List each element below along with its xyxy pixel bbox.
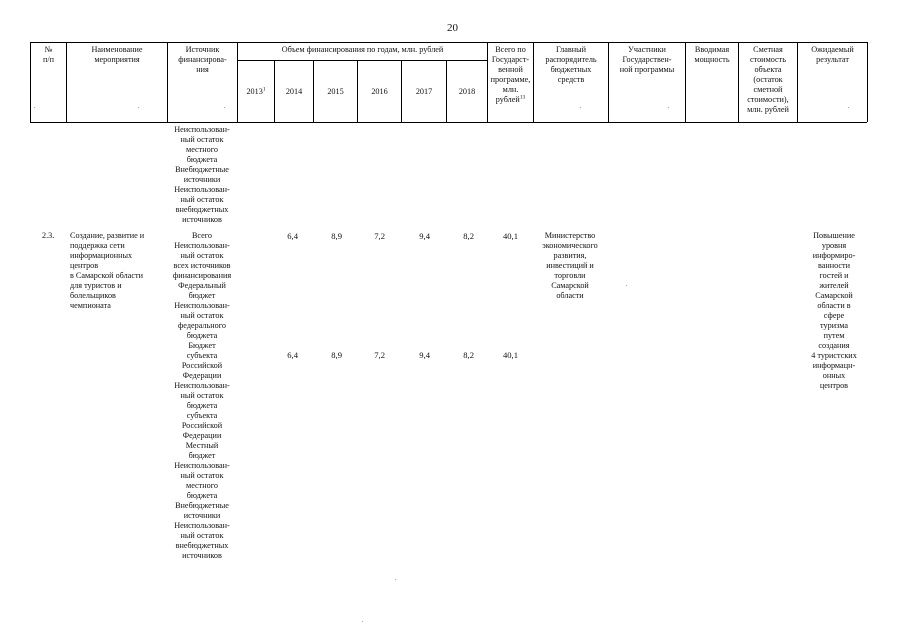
header-year-2016: 2016 (371, 87, 388, 96)
header-col-name: Наименование мероприятия (91, 45, 143, 64)
value-subject-2016: 7,2 (374, 350, 385, 360)
header-col-funding: Объем финансирования по годам, млн. рублей (281, 45, 444, 54)
header-col-total (488, 45, 533, 105)
value-subject-program: 40,1 (502, 350, 518, 360)
header-year-2014: 2014 (285, 87, 303, 96)
value-subject-2014: 6,4 (287, 350, 298, 360)
value-total-2014: 6,4 (287, 231, 298, 241)
scan-dot: . (626, 282, 628, 288)
header-col-distributor: Главный распорядитель бюджетных средств (545, 45, 597, 84)
footnote-mark: 13 (519, 94, 526, 101)
header-year-2015: 2015 (327, 87, 344, 96)
header-col-number: № п/п (42, 45, 55, 64)
scan-dot: . (580, 104, 582, 110)
row-distributor: Министерство экономического развития, инвестиций и торговли Самарской области (542, 231, 598, 300)
scan-dot: . (362, 618, 364, 624)
footnote-mark: 1 (262, 86, 266, 93)
row-sources: Всего Неиспользован- ный остаток всех источников финансирования Федеральный бюджет Неиспользован- ный остаток федерального бюджета Бюджет субъекта Российской Федерации Неиспользован- ный остаток бюджета субъекта Российской Федерации Местный бюджет Неиспользован- ный остаток местного бюджета Внебюджетные источники Неиспользован- ный остаток внебюджетных источников (172, 231, 232, 560)
header-col-result: Ожидаемый результат (811, 45, 854, 64)
header-col-source: Источник финансирова- ния (178, 45, 227, 74)
row-result: Повышение уровня информиро- ванности гостей и жителей Самарской области в сфере туризма путем создания 4 туристских информацн- онных центров (811, 231, 857, 390)
scan-dot: . (138, 104, 140, 110)
value-total-2015: 8,9 (331, 231, 342, 241)
header-col-participants: Участники Государствен- ной программы (619, 45, 675, 74)
value-subject-2018: 8,2 (463, 350, 474, 360)
row-name: Создание, развитие и поддержка сети информационных центров в Самарской области для туристов и болельщиков чемпионата (70, 231, 145, 310)
scan-dot: . (34, 104, 36, 110)
col-border (867, 42, 868, 122)
scan-dot: . (395, 576, 397, 582)
page-number: 20 (447, 22, 458, 34)
row-number: 2.3. (42, 231, 55, 240)
scan-dot: . (668, 104, 670, 110)
value-total-program: 40,1 (502, 231, 518, 241)
header-top-border (30, 42, 867, 43)
value-subject-2015: 8,9 (331, 350, 342, 360)
header-year-2018: 2018 (458, 87, 476, 96)
value-total-2016: 7,2 (374, 231, 385, 241)
value-total-2017: 9,4 (419, 231, 430, 241)
value-subject-2017: 9,4 (419, 350, 430, 360)
sources-continued: Неиспользован- ный остаток местного бюджета Внебюджетные источники Неиспользован- ный остаток внебюджетных источников (174, 125, 230, 224)
total-label: Всего по Государст- венной программе, млн. рублей (490, 45, 531, 104)
value-total-2018: 8,2 (463, 231, 474, 241)
header-col-estimate: Сметная стоимость объекта (остаток сметной стоимости), млн. рублей (747, 45, 789, 114)
scan-dot: . (848, 104, 850, 110)
header-col-capacity: Вводимая мощность (694, 45, 730, 64)
scan-dot: . (224, 104, 226, 110)
header-year-2013 (238, 87, 274, 97)
header-bottom-border (30, 122, 867, 123)
year-label: 2013 (246, 87, 263, 96)
header-year-2017: 2017 (415, 87, 433, 96)
